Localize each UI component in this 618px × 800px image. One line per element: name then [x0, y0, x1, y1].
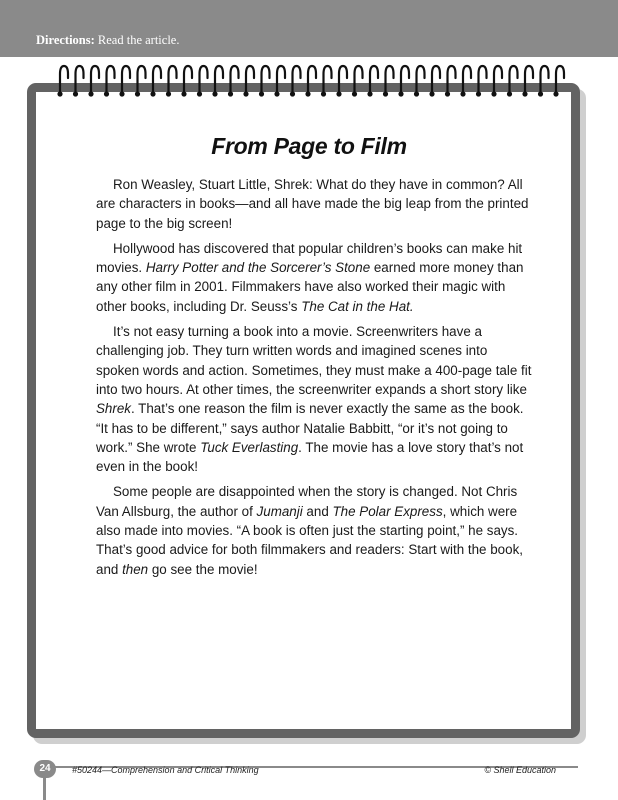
- spiral-coil: [169, 66, 177, 92]
- spiral-hole: [445, 91, 450, 96]
- spiral-hole: [398, 91, 403, 96]
- spiral-coil: [494, 66, 502, 92]
- spiral-coil: [417, 66, 425, 92]
- spiral-hole: [507, 91, 512, 96]
- article-paragraph-4: Some people are disappointed when the story is changed. Not Chris Van Allsburg, the author of Jumanji and The Polar Express, which were also made into movies. “A book is often just the starting point,” he says. That’s good advice for both filmmakers and readers: Start with the book, and then go see the movie!: [96, 484, 523, 577]
- article-paragraph-2: Hollywood has discovered that popular children’s books can make hit movies. Harry Potter and the Sorcerer’s Stone earned more money than any other film in 2001. Filmmakers have also worked their magic with other books, including Dr. Seuss’s The Cat in the Hat.: [96, 240, 524, 314]
- spiral-hole: [119, 91, 124, 96]
- spiral-coil: [448, 66, 456, 92]
- spiral-hole: [491, 91, 496, 96]
- spiral-binding-icon: [0, 62, 618, 106]
- spiral-coil: [231, 66, 239, 92]
- spiral-coil: [479, 66, 487, 92]
- spiral-coil: [525, 66, 533, 92]
- article-title: From Page to Film: [211, 133, 407, 159]
- spiral-hole: [197, 91, 202, 96]
- spiral-coil: [215, 66, 223, 92]
- directions-label: Directions:: [36, 33, 95, 47]
- spiral-coil: [184, 66, 192, 92]
- article-body: [96, 175, 534, 585]
- spiral-hole: [73, 91, 78, 96]
- spiral-coil: [138, 66, 146, 92]
- spiral-coil: [370, 66, 378, 92]
- book-info: #50244—Comprehension and Critical Thinking: [72, 765, 259, 775]
- spiral-hole: [476, 91, 481, 96]
- spiral-coil: [324, 66, 332, 92]
- spiral-coil: [153, 66, 161, 92]
- directions-bar: [0, 0, 618, 57]
- spiral-coil: [308, 66, 316, 92]
- spiral-hole: [305, 91, 310, 96]
- spiral-coil: [262, 66, 270, 92]
- spiral-hole: [88, 91, 93, 96]
- spiral-hole: [181, 91, 186, 96]
- spiral-coil: [355, 66, 363, 92]
- spiral-coil: [60, 66, 68, 92]
- spiral-coil: [339, 66, 347, 92]
- spiral-hole: [352, 91, 357, 96]
- spiral-hole: [228, 91, 233, 96]
- spiral-coil: [556, 66, 564, 92]
- article-paragraph-1: Ron Weasley, Stuart Little, Shrek: What do they have in common? All are characters in books—and all have made the big leap from the printed page to the big screen!: [96, 177, 529, 231]
- page-number-tick: [43, 778, 46, 800]
- spiral-hole: [553, 91, 558, 96]
- spiral-coil: [386, 66, 394, 92]
- spiral-coil: [510, 66, 518, 92]
- spiral-coil: [122, 66, 130, 92]
- spiral-coil: [91, 66, 99, 92]
- spiral-coil: [541, 66, 549, 92]
- spiral-hole: [367, 91, 372, 96]
- spiral-coil: [200, 66, 208, 92]
- spiral-hole: [321, 91, 326, 96]
- spiral-hole: [135, 91, 140, 96]
- article-paragraph-3: It’s not easy turning a book into a movie. Screenwriters have a challenging job. They turn written words and imagined scenes into spoken words and action. Sometimes, they must make a 400-page tale fit into two hours. At other times, the screenwriter expands a short story like Shrek. That’s one reason the film is never exactly the same as the book. “It has to be different,” says author Natalie Babbitt, “or it’s not going to work.” She wrote Tuck Everlasting. The movie has a love story that’s not even in the book!: [96, 324, 532, 475]
- page-number: 24: [34, 760, 56, 778]
- directions-instruction: Read the article.: [97, 33, 180, 47]
- spiral-coil: [293, 66, 301, 92]
- spiral-hole: [150, 91, 155, 96]
- spiral-coil: [246, 66, 254, 92]
- spiral-coil: [401, 66, 409, 92]
- publisher-credit: © Shell Education: [484, 765, 556, 775]
- spiral-hole: [429, 91, 434, 96]
- directions-text: [36, 33, 179, 48]
- spiral-hole: [104, 91, 109, 96]
- spiral-hole: [274, 91, 279, 96]
- spiral-coil: [432, 66, 440, 92]
- spiral-coil: [277, 66, 285, 92]
- spiral-hole: [212, 91, 217, 96]
- spiral-coil: [107, 66, 115, 92]
- spiral-hole: [290, 91, 295, 96]
- spiral-hole: [166, 91, 171, 96]
- spiral-hole: [522, 91, 527, 96]
- spiral-hole: [460, 91, 465, 96]
- spiral-hole: [414, 91, 419, 96]
- spiral-hole: [383, 91, 388, 96]
- spiral-coil: [463, 66, 471, 92]
- spiral-hole: [57, 91, 62, 96]
- spiral-hole: [538, 91, 543, 96]
- spiral-hole: [243, 91, 248, 96]
- spiral-coil: [76, 66, 84, 92]
- spiral-hole: [336, 91, 341, 96]
- spiral-hole: [259, 91, 264, 96]
